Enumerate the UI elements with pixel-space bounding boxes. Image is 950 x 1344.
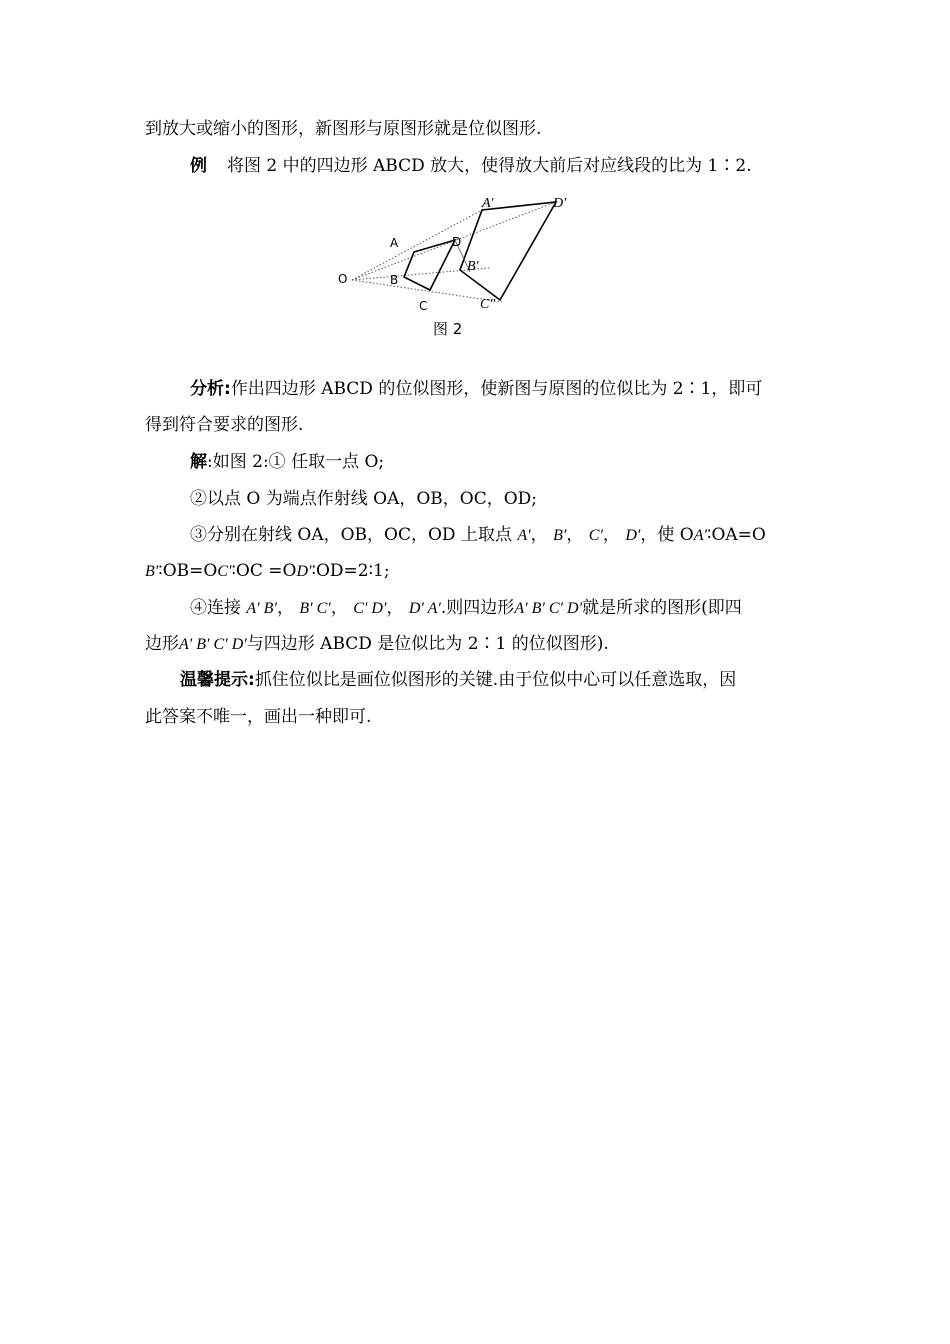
- point-A-prime: A′: [693, 527, 708, 544]
- separator: ，: [602, 525, 620, 545]
- analysis-line-1: [190, 378, 807, 400]
- tip-label: 温馨提示:: [180, 670, 255, 690]
- step-3-text: ③分别在射线 OA，OB，OC，OD 上取点: [190, 525, 512, 545]
- point-A-prime: A′: [517, 527, 531, 544]
- point-D-prime: D′: [296, 563, 312, 580]
- analysis-label: 分析:: [190, 379, 231, 399]
- step-4-line-2: [145, 633, 807, 656]
- separator: ，: [530, 525, 548, 545]
- step-4-line-1: [190, 597, 807, 620]
- paragraph-intro: 到放大或缩小的图形，新图形与原图形就是位似图形.: [145, 119, 542, 139]
- solution-text: :如图 2:① 任取一点 O;: [207, 452, 385, 472]
- tip-line-1: [180, 669, 807, 691]
- point-C-prime: C′: [217, 563, 232, 580]
- point-B-prime: B′: [553, 527, 567, 544]
- segment-CD-prime: C′ D′: [353, 600, 387, 617]
- quad-prime: A′ B′ C′ D′: [179, 636, 247, 653]
- step-4-text: ④连接: [190, 598, 241, 618]
- solution-line: [190, 451, 807, 473]
- separator: ，: [330, 598, 348, 618]
- step-3-line-2: [145, 560, 807, 583]
- label-C: C: [419, 299, 428, 313]
- label-A: A: [390, 236, 399, 250]
- ratio-OD: ∶OD=2∶1;: [311, 561, 390, 581]
- solution-label: 解: [190, 452, 207, 472]
- ratio-OA: ∶OA=O: [707, 525, 766, 545]
- homothety-figure: [330, 190, 590, 315]
- quad-prime: A′ B′ C′ D′: [514, 600, 583, 617]
- label-A-prime: A′: [482, 196, 494, 211]
- ratio-OC: ∶OC =O: [231, 561, 297, 581]
- step-2: ②以点 O 为端点作射线 OA，OB，OC，OD;: [190, 489, 538, 509]
- figure-caption: 图 2: [433, 320, 463, 338]
- label-D: D: [452, 235, 462, 249]
- example-line: [190, 155, 807, 177]
- step-3-line-1: [190, 524, 807, 547]
- label-B-prime: B′: [467, 259, 479, 274]
- analysis-line-2: 得到符合要求的图形.: [145, 415, 304, 435]
- label-C-prime: C″: [480, 297, 496, 312]
- tip-text-1: 抓住位似比是画位似图形的关键.由于位似中心可以任意选取，因: [254, 670, 737, 690]
- label-B: B: [390, 273, 399, 287]
- separator: ，: [276, 598, 294, 618]
- step-4-then: .则四边形: [440, 598, 515, 618]
- segment-AB-prime: A′ B′: [246, 600, 277, 617]
- segment-DA-prime: D′ A′: [408, 600, 441, 617]
- step-5-rest: 与四边形 ABCD 是位似比为 2∶1 的位似图形).: [246, 634, 609, 654]
- step-3-use: ，使 O: [640, 525, 694, 545]
- label-D-prime: D′: [553, 196, 567, 211]
- point-B-prime: B′: [145, 563, 159, 580]
- separator: ，: [386, 598, 404, 618]
- example-label: 例: [190, 156, 207, 176]
- step-4-result: 就是所求的图形(即四: [582, 598, 742, 618]
- ratio-OB: ∶OB=O: [158, 561, 218, 581]
- point-C-prime: C′: [588, 527, 603, 544]
- tip-line-2: 此答案不唯一，画出一种即可.: [145, 707, 372, 727]
- analysis-text-1: 作出四边形 ABCD 的位似图形，使新图与原图的位似比为 2∶1，即可: [230, 379, 763, 399]
- projection-rays: [352, 202, 556, 302]
- segment-BC-prime: B′ C′: [299, 600, 331, 617]
- quadrilateral-abcd-prime: [460, 202, 556, 300]
- label-O: O: [338, 272, 348, 286]
- separator: ，: [566, 525, 584, 545]
- example-text: 将图 2 中的四边形 ABCD 放大，使得放大前后对应线段的比为 1∶2.: [227, 156, 752, 176]
- point-D-prime: D′: [625, 527, 641, 544]
- step-5-text: 边形: [145, 634, 179, 654]
